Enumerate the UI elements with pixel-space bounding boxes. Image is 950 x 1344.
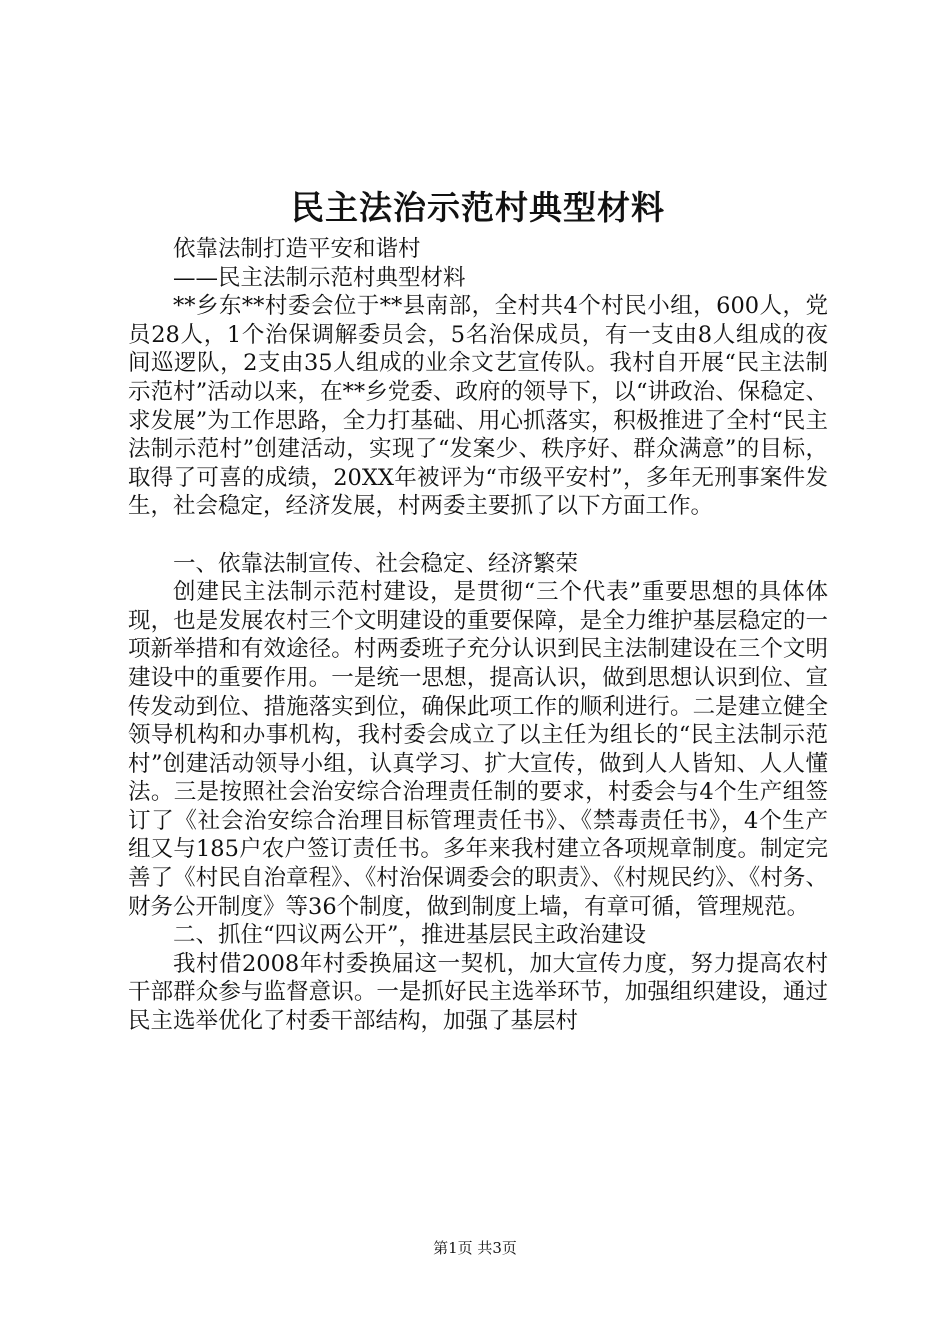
subtitle-dash-paragraph: ——民主法制示范村典型材料 bbox=[173, 264, 466, 291]
document-title: 民主法治示范村典型材料 bbox=[291, 188, 665, 227]
page-footer: 第1页 共3页 bbox=[433, 1239, 517, 1257]
section-heading-2: 二、抓住“四议两公开”，推进基层民主政治建设 bbox=[173, 922, 647, 949]
section-1-paragraph: 创建民主法制示范村建设，是贯彻“三个代表”重要思想的具体体现，也是发展农村三个文明建设的重要保障，是全力维护基层稳定的一项新举措和有效途径。村两委班子充分认识到民主法制建设在三个文明建设中的重要作用。一是统一思想，提高认识，做到思想认识到位、宣传发动到位、措施落实到位，确保此项工作的顺利进行。二是建立健全领导机构和办事机构，我村委会成立了以主任为组长的“民主法制示范村”创建活动领导小组，认真学习、扩大宣传，做到人人皆知、人人懂法。三是按照社会治安综合治理责任制的要求，村委会与4个生产组签订了《社会治安综合治理目标管理责任书》、《禁毒责任书》，4个生产组又与185户农户签订责任书。多年来我村建立各项规章制度。制定完善了《村民自治章程》、《村治保调委会的职责》、《村规民约》、《村务、财务公开制度》等36个制度，做到制度上墙，有章可循，管理规范。 bbox=[128, 579, 828, 920]
section-2-paragraph: 我村借2008年村委换届这一契机，加大宣传力度，努力提高农村干部群众参与监督意识。一是抓好民主选举环节，加强组织建设，通过民主选举优化了村委干部结构，加强了基层村 bbox=[128, 950, 828, 1035]
document-body bbox=[128, 235, 828, 1036]
section-heading-1: 一、依靠法制宣传、社会稳定、经济繁荣 bbox=[173, 550, 579, 577]
intro-paragraph: **乡东**村委会位于**县南部，全村共4个村民小组，600人，党员28人，1个治保调解委员会，5名治保成员，有一支由8人组成的夜间巡逻队，2支由35人组成的业余文艺宣传队。我村自开展“民主法制示范村”活动以来，在**乡党委、政府的领导下，以“讲政治、保稳定、求发展”为工作思路，全力打基础、用心抓落实，积极推进了全村“民主法制示范村”创建活动，实现了“发案少、秩序好、群众满意”的目标，取得了可喜的成绩，20XX年被评为“市级平安村”，多年无刑事案件发生，社会稳定，经济发展，村两委主要抓了以下方面工作。 bbox=[128, 293, 828, 520]
subtitle-paragraph: 依靠法制打造平安和谐村 bbox=[173, 236, 421, 262]
